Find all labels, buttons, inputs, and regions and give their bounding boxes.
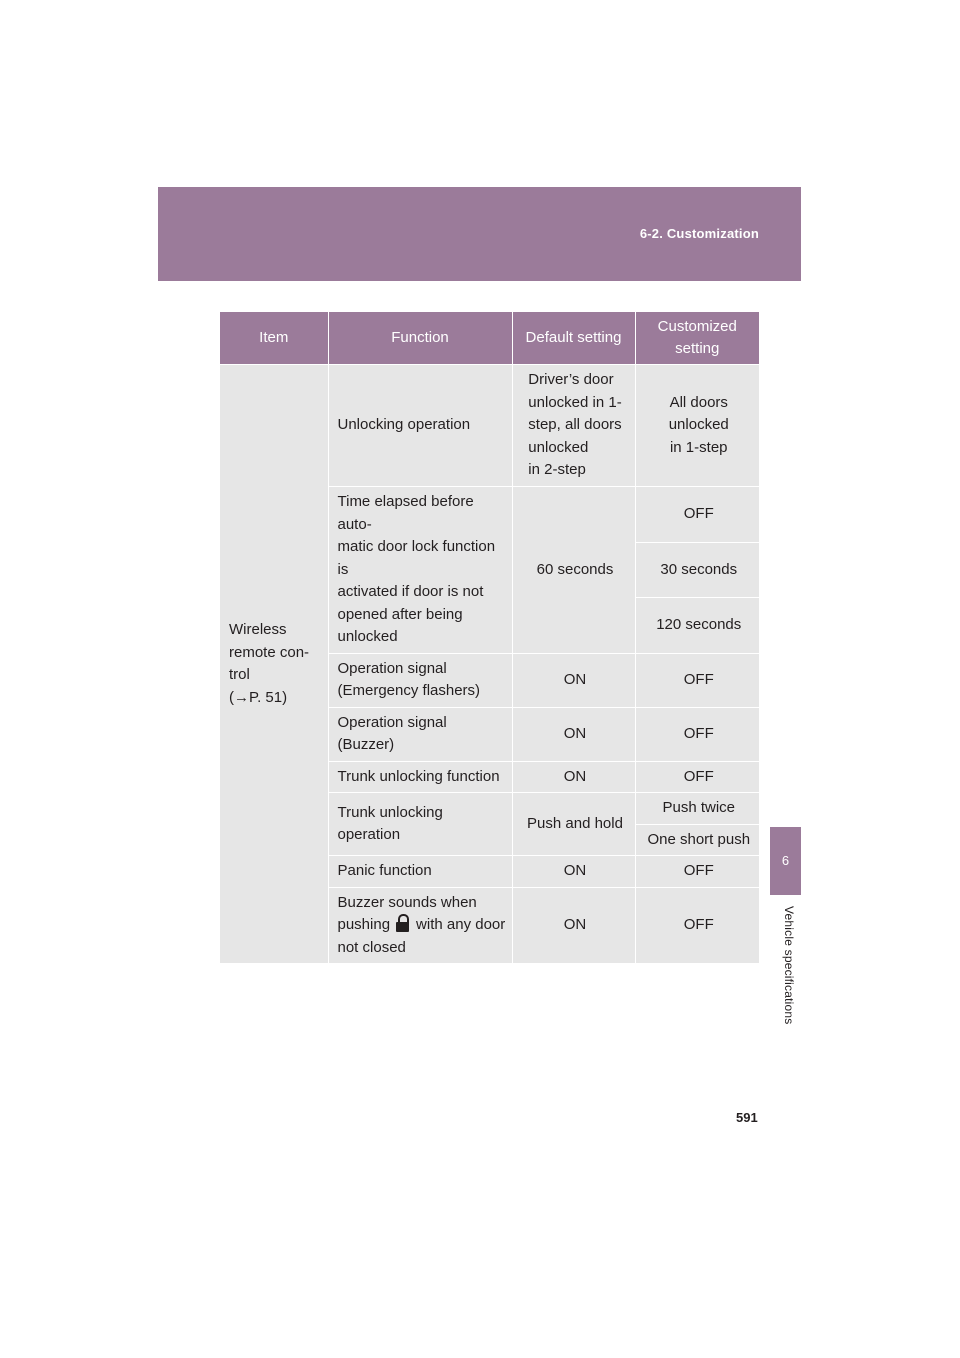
custom-cell: OFF — [635, 761, 759, 793]
function-cell: Operation signal (Buzzer) — [328, 707, 512, 761]
table-header-row — [220, 312, 759, 365]
custom-cell: 30 seconds — [635, 542, 759, 598]
section-title: 6-2. Customization — [639, 226, 759, 241]
column-header-customized: Customized setting — [635, 312, 759, 365]
column-header-function: Function — [328, 312, 512, 365]
header-band — [158, 187, 801, 281]
function-cell: Unlocking operation — [328, 365, 512, 487]
function-cell: Panic function — [328, 856, 512, 888]
custom-cell: All doors unlocked in 1-step — [635, 365, 759, 487]
function-cell: Operation signal (Emergency flashers) — [328, 653, 512, 707]
default-value: Driver’s door unlocked in 1- step, all doors unlocked in 2-step — [528, 371, 622, 479]
default-cell: ON — [512, 761, 635, 793]
function-cell: Trunk unlocking operation — [328, 793, 512, 856]
item-cell: Wireless remote con- trol (→P. 51) — [220, 365, 328, 964]
chapter-label: Vehicle specifications — [782, 906, 796, 1025]
default-cell: 60 seconds — [512, 487, 635, 654]
chapter-number: 6 — [781, 853, 790, 868]
custom-cell: OFF — [635, 887, 759, 964]
function-cell — [328, 887, 512, 964]
table-row — [220, 365, 759, 487]
custom-cell: OFF — [635, 856, 759, 888]
page-number: 591 — [736, 1110, 758, 1125]
custom-cell: OFF — [635, 487, 759, 543]
default-cell: ON — [512, 707, 635, 761]
function-text-before-icon: Buzzer sounds when pushing — [337, 893, 477, 933]
lock-icon — [394, 914, 412, 932]
column-header-item: Item — [220, 312, 328, 365]
customization-table — [220, 312, 759, 964]
default-cell — [512, 365, 635, 487]
default-cell: ON — [512, 653, 635, 707]
custom-cell: OFF — [635, 653, 759, 707]
custom-cell: Push twice — [635, 793, 759, 825]
column-header-default: Default setting — [512, 312, 635, 365]
chapter-tab — [770, 827, 801, 895]
custom-cell: 120 seconds — [635, 598, 759, 654]
function-cell: Time elapsed before auto- matic door lock function is activated if door is not opened after being unlocked — [328, 487, 512, 654]
function-text-after-icon: with any door not closed — [337, 916, 506, 956]
default-cell: ON — [512, 887, 635, 964]
function-cell: Trunk unlocking function — [328, 761, 512, 793]
custom-cell: OFF — [635, 707, 759, 761]
default-cell: Push and hold — [512, 793, 635, 856]
custom-cell: One short push — [635, 824, 759, 856]
default-cell: ON — [512, 856, 635, 888]
